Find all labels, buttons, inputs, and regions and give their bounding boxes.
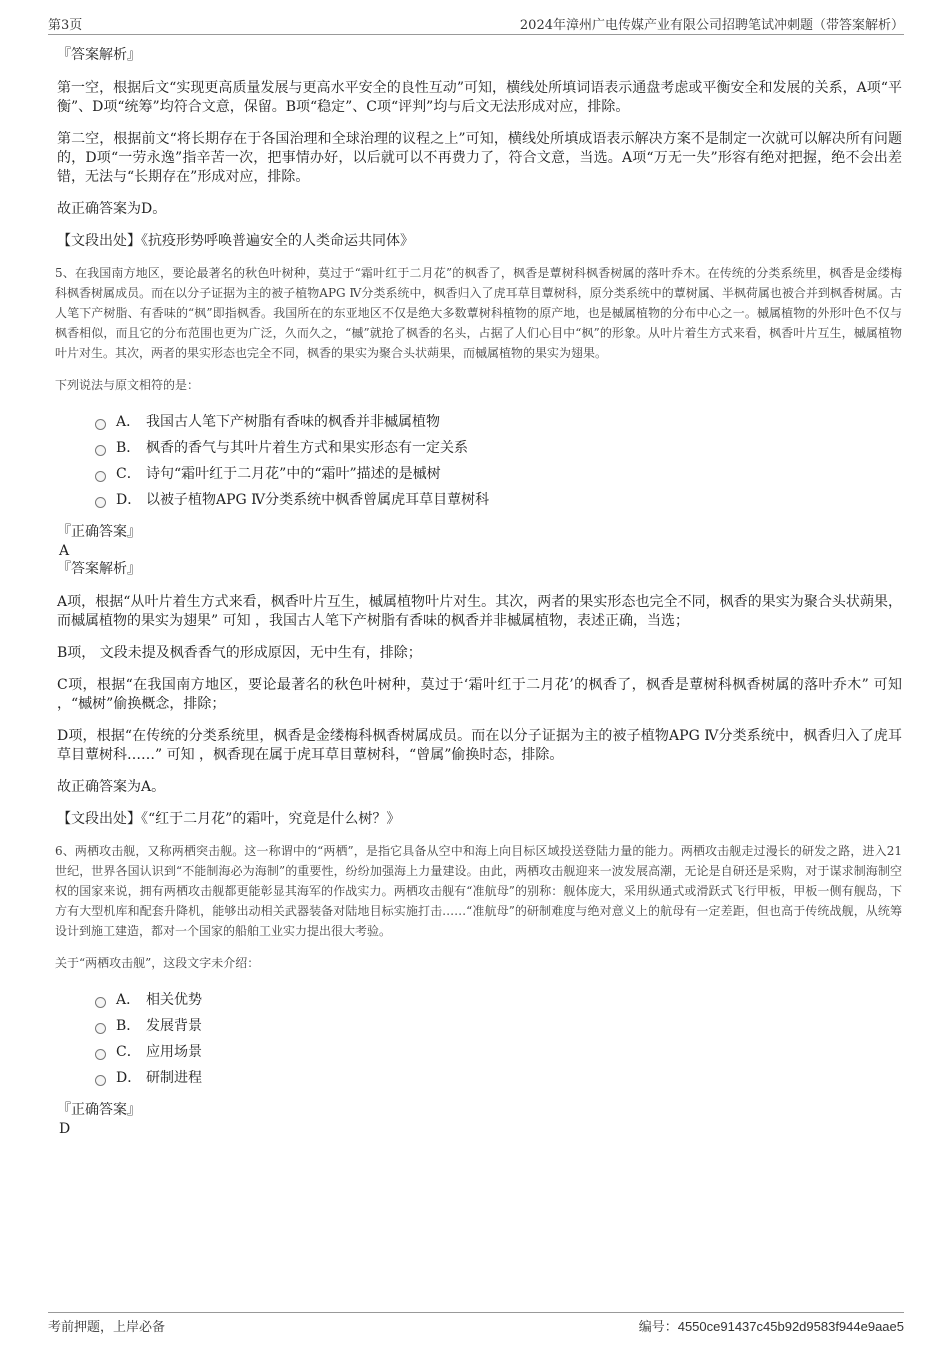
page-number: 第3页 [48,18,83,33]
q5-answer-label: 『正确答案』 [57,524,141,540]
radio-icon[interactable] [95,1023,106,1034]
radio-icon[interactable] [95,419,106,430]
q4-source: 【文段出处】《抗疫形势呼唤普遍安全的人类命运共同体》 [57,233,414,249]
q5-conclusion: 故正确答案为A。 [57,779,166,795]
footer-slogan: 考前押题，上岸必备 [48,1320,166,1335]
q6-option-a[interactable]: A． 相关优势 [95,987,902,1013]
q6-option-c[interactable]: C． 应用场景 [95,1039,902,1065]
q6-question: 关于“两栖攻击舰”，这段文字未介绍： [55,956,260,970]
q5-analysis-c: C项，根据“在我国南方地区，要论最著名的秋色叶树种，莫过于‘霜叶红于二月花’的枫香了，枫香是蕈树科枫香树属的落叶乔木” 可知 ，“槭树”偷换概念，排除； [57,677,902,712]
radio-icon[interactable] [95,1075,106,1086]
q5-option-c[interactable]: C． 诗句“霜叶红于二月花”中的“霜叶”描述的是槭树 [95,461,902,487]
footer-code-label: 编号： [638,1319,678,1334]
q6-passage: 6、两栖攻击舰，又称两栖突击舰。这一称谓中的“两栖”，是指它具备从空中和海上向目标区域投送登陆力量的能力。两栖攻击舰走过漫长的研发之路，进入21世纪，世界各国认识到“不能制海必为海制”的重要性，纷纷加强海上力量建设。由此，两栖攻击舰迎来一波发展高潮，无论是自研还是采购，对于谋求制海制空权的国家来说，拥有两栖攻击舰都更能彰显其海军的作战实力。两栖攻击舰有“准航母”的别称：舰体庞大，采用纵通式或滑跃式飞行甲板，甲板一侧有舰岛，下方有大型机库和配套升降机，能够出动相关武器装备对陆地目标实施打击……“准航母”的研制难度与绝对意义上的航母有一定差距，但也高于传统战舰，从统筹设计到施工建造，都对一个国家的船舶工业实力提出很大考验。 [55,844,902,938]
q5-source: 【文段出处】《“红于二月花”的霜叶，究竟是什么树？》 [57,811,401,827]
radio-icon[interactable] [95,497,106,508]
radio-icon[interactable] [95,445,106,456]
q6-answer-label: 『正确答案』 [57,1102,141,1118]
q6-options [95,987,902,1091]
q5-option-a[interactable]: A． 我国古人笔下产树脂有香味的枫香并非槭属植物 [95,409,902,435]
page-header [48,14,904,35]
q5-analysis-a: A项，根据“从叶片着生方式来看，枫香叶片互生，槭属植物叶片对生。其次，两者的果实形态也完全不同，枫香的果实为聚合头状蒴果，而槭属植物的果实为翅果” 可知 ，我国古人笔下产树脂有香味的枫香并非槭属植物，表述正确，当选； [57,594,902,629]
q6-option-b[interactable]: B． 发展背景 [95,1013,902,1039]
document-title: 2024年漳州广电传媒产业有限公司招聘笔试冲刺题（带答案解析） [519,18,904,33]
q5-option-b[interactable]: B． 枫香的香气与其叶片着生方式和果实形态有一定关系 [95,435,902,461]
q5-analysis-label: 『答案解析』 [57,561,141,577]
q5-passage: 5、在我国南方地区，要论最著名的秋色叶树种，莫过于“霜叶红于二月花”的枫香了，枫香是蕈树科枫香树属的落叶乔木。在传统的分类系统里，枫香是金缕梅科枫香树属成员。而在以分子证据为主的被子植物APG Ⅳ分类系统中，枫香归入了虎耳草目蕈树科，原分类系统中的蕈树属、半枫荷属也被合并到枫香树属。古人笔下产树脂、有香味的“枫”即指枫香。我国所在的东亚地区不仅是绝大多数蕈树科植物的原产地，也是槭属植物的分布中心之一。槭属植物的外形叶色不仅与枫香相似，而且它的分布范围也更为广泛，久而久之，“槭”就抢了枫香的名头，占据了人们心目中“枫”的形象。从叶片着生方式来看，枫香叶片互生，槭属植物叶片对生。其次，两者的果实形态也完全不同，枫香的果实为聚合头状蒴果，而槭属植物的果实为翅果。 [55,266,902,360]
q5-analysis-b: B项， 文段未提及枫香香气的形成原因，无中生有，排除； [57,645,422,661]
q4-analysis-label: 『答案解析』 [57,47,141,63]
radio-icon[interactable] [95,471,106,482]
page-footer [48,1312,904,1335]
q5-option-d[interactable]: D． 以被子植物APG Ⅳ分类系统中枫香曾属虎耳草目蕈树科 [95,487,902,513]
q6-answer: D [59,1121,71,1137]
q6-option-d[interactable]: D． 研制进程 [95,1065,902,1091]
q5-options [95,409,902,513]
q4-analysis-para1: 第一空，根据后文“实现更高质量发展与更高水平安全的良性互动”可知，横线处所填词语表示通盘考虑或平衡安全和发展的关系，A项“平衡”、D项“统筹”均符合文意，保留。B项“稳定”、C项“评判”均与后文无法形成对应，排除。 [57,80,902,115]
q5-answer: A [59,543,70,559]
q5-analysis-d: D项，根据“在传统的分类系统里，枫香是金缕梅科枫香树属成员。而在以分子证据为主的被子植物APG Ⅳ分类系统中，枫香归入了虎耳草目蕈树科……” 可知 ，枫香现在属于虎耳草目蕈树科，“曾属”偷换时态，排除。 [57,728,902,763]
footer-code [639,1316,904,1335]
q4-conclusion: 故正确答案为D。 [57,201,167,217]
q4-analysis-para2: 第二空，根据前文“将长期存在于各国治理和全球治理的议程之上”可知，横线处所填成语表示解决方案不是制定一次就可以解决所有问题的，D项“一劳永逸”指辛苦一次，把事情办好，以后就可以不再费力了，符合文意，当选。A项“万无一失”形容有绝对把握，绝不会出差错，无法与“长期存在”形成对应，排除。 [57,131,902,185]
q5-question: 下列说法与原文相符的是： [55,378,200,392]
radio-icon[interactable] [95,1049,106,1060]
footer-code-value: 4550ce91437c45b92d9583f944e9aae5 [677,1319,904,1334]
radio-icon[interactable] [95,997,106,1008]
document-body [57,46,902,1138]
